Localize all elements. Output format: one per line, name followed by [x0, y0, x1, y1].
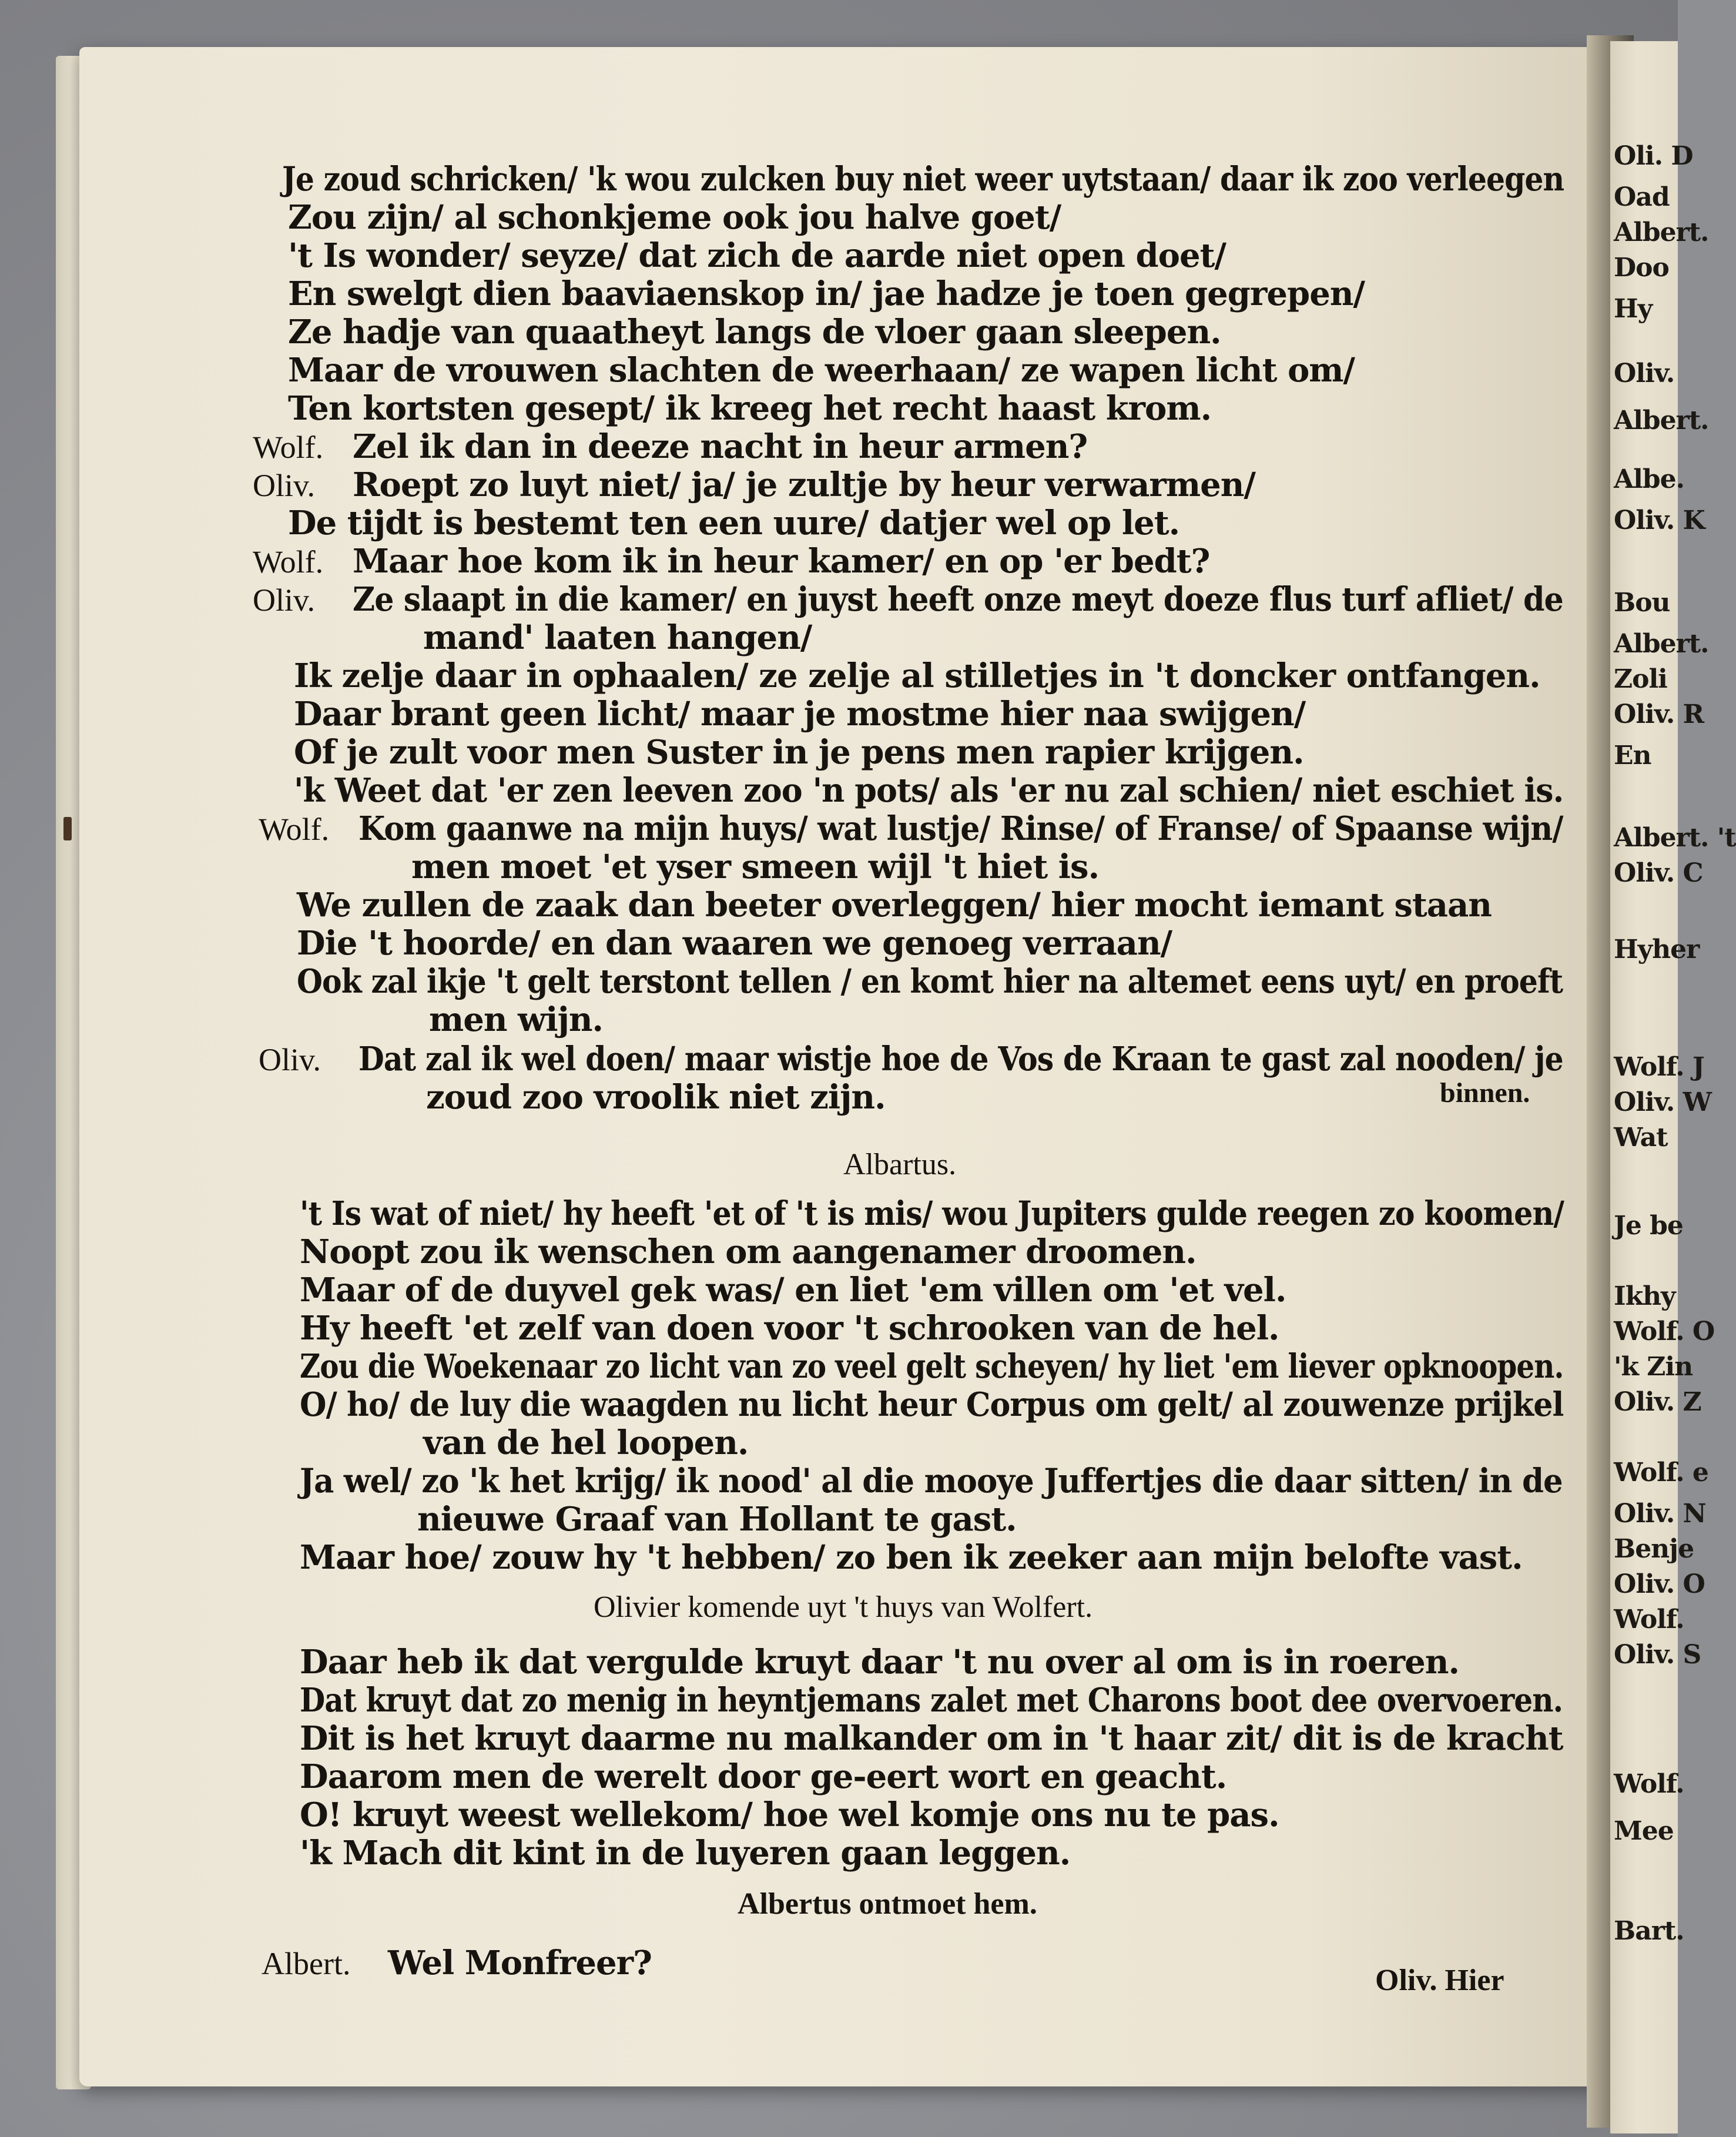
- verse-line: Ook zal ikje 't gelt terstont tellen / en komt hier na altemet eens uyt/ en proeft: [297, 962, 1563, 1001]
- speaker-label: Oliv.: [253, 468, 315, 503]
- scene-heading: Olivier komende uyt 't huys van Wolfert.: [594, 1590, 1093, 1624]
- recto-fragment: 'k Zin: [1614, 1352, 1693, 1382]
- recto-fragment: Oliv. C: [1614, 858, 1703, 888]
- verse-line: Maar de vrouwen slachten de weerhaan/ ze wapen licht om/: [288, 351, 1355, 390]
- verse-line: Ten kortsten gesept/ ik kreeg het recht haast krom.: [288, 389, 1212, 428]
- verse-line: Ze slaapt in die kamer/ en juyst heeft onze meyt dоeze flus turf afliet/ de: [353, 580, 1563, 619]
- recto-fragment: Oad: [1614, 182, 1670, 212]
- verse-line: Maar hoe/ zouw hy 't hebben/ zo ben ik zeeker aan mijn belofte vast.: [300, 1538, 1523, 1577]
- recto-fragment: Albert.: [1614, 217, 1709, 247]
- recto-fragment: Ikhy: [1614, 1281, 1675, 1311]
- recto-fragment: Wolf.: [1614, 1769, 1684, 1799]
- verse-line: Je zoud schricken/ 'k wou zulcken buy niet weer uytstaan/ daar ik zoo verleegen: [282, 160, 1564, 199]
- verse-line: Dat kruyt dat zo menig in heyntjemans zalet met Charons boot dee overvoeren.: [300, 1681, 1563, 1720]
- verse-line: Zel ik dan in deeze nacht in heur armen?: [353, 427, 1088, 466]
- verse-line: Zou die Woekenaar zo licht van zo veel gelt scheyen/ hy liet 'em liever opknoopen.: [300, 1347, 1564, 1386]
- recto-fragment: Hyher: [1614, 934, 1700, 964]
- verse-line: Kom gaanwe na mijn huys/ wat lustje/ Rinse/ of Franse/ of Spaanse wijn/: [358, 809, 1563, 848]
- verse-line: van de hel loopen.: [423, 1423, 749, 1462]
- verse-line: Maar hoe kom ik in heur kamer/ en op 'er bedt?: [353, 542, 1210, 581]
- verse-line: Hy heeft 'et zelf van doen voor 't schrooken van de hel.: [300, 1309, 1279, 1348]
- speaker-label: Wolf.: [253, 430, 324, 465]
- recto-fragment: Oli. D: [1614, 141, 1693, 171]
- verse-line: zoud zoo vroolik niet zijn.: [426, 1078, 886, 1117]
- verse-line: Of je zult voor men Suster in je pens men rapier krijgen.: [294, 733, 1304, 772]
- recto-fragment: Albert. 't: [1614, 823, 1736, 853]
- verse-line: Ze hadje van quaatheyt langs de vloer gaan sleepen.: [288, 313, 1221, 351]
- verse-line: We zullen de zaak dan beeter overleggen/ hier mocht iemant staan: [297, 886, 1492, 925]
- verse-line: Daar brant geen licht/ maar je mostme hier naa swijgen/: [294, 695, 1306, 733]
- recto-fragment: Albe.: [1614, 464, 1684, 494]
- recto-fragment: En: [1614, 741, 1651, 771]
- recto-fragment: Wolf. J: [1614, 1052, 1704, 1082]
- book-page-recto: [1610, 41, 1736, 2133]
- recto-fragment: Benje: [1614, 1534, 1694, 1564]
- recto-fragment: Albert.: [1614, 406, 1709, 436]
- recto-fragment: Je be: [1614, 1211, 1683, 1241]
- binding-mark: [63, 817, 72, 840]
- recto-fragment: Bart.: [1614, 1916, 1684, 1946]
- verse-line: Wel Monfreer?: [388, 1944, 652, 1982]
- recto-fragment: Wolf. O: [1614, 1317, 1715, 1346]
- recto-fragment: Oliv. W: [1614, 1087, 1711, 1117]
- recto-fragment: Oliv. O: [1614, 1569, 1705, 1599]
- verse-line: 't Is wonder/ seyze/ dat zich de aarde niet open doet/: [288, 236, 1226, 275]
- verse-line: 'k Mach dit kint in de luyeren gaan leggen.: [300, 1834, 1071, 1873]
- scene-heading: Albertus ontmoet hem.: [738, 1887, 1037, 1921]
- verse-line: Dit is het kruyt daarme nu malkander om in 't haar zit/ dit is de kracht: [300, 1719, 1563, 1758]
- speaker-label: Wolf.: [253, 544, 324, 580]
- recto-fragment: Zoli: [1614, 664, 1667, 694]
- verse-line: nieuwe Graaf van Hollant te gast.: [417, 1500, 1017, 1539]
- verse-line: Noopt zou ik wenschen om aangenamer droomen.: [300, 1232, 1197, 1271]
- verse-line: men moet 'et yser smeen wijl 't hiet is.: [411, 848, 1100, 886]
- recto-fragment: Oliv. N: [1614, 1499, 1706, 1529]
- speaker-label: Oliv.: [253, 582, 315, 618]
- recto-fragment: Wolf.: [1614, 1605, 1684, 1634]
- stage-direction: binnen.: [1440, 1077, 1530, 1108]
- verse-line: Ik zelje daar in ophaalen/ ze zelje al stilletjes in 't doncker ontfangen.: [294, 656, 1540, 695]
- verse-line: mand' laaten hangen/: [423, 618, 812, 657]
- verse-line: Roept zo luyt niet/ ja/ je zultje by heur verwarmen/: [353, 465, 1255, 504]
- recto-fragment: Oliv.: [1614, 359, 1675, 388]
- recto-fragment: Wolf. e: [1614, 1458, 1708, 1488]
- verse-line: O/ ho/ de luy die waagden nu licht heur Corpus om gelt/ al zouwenze prijkel: [300, 1385, 1564, 1424]
- verse-line: De tijdt is bestemt ten een uure/ datjer wel op let.: [288, 504, 1180, 542]
- verse-line: O! kruyt weest wellekom/ hoe wel komje ons nu te pas.: [300, 1796, 1279, 1834]
- recto-fragment: Wat: [1614, 1123, 1668, 1153]
- verse-line: 't Is wat of niet/ hy heeft 'et of 't is mis/ wou Jupiters gulde reegen zo koomen/: [300, 1194, 1564, 1233]
- verse-line: Die 't hoorde/ en dan waaren we genoeg verraan/: [297, 924, 1172, 963]
- recto-fragment: Oliv. K: [1614, 505, 1705, 535]
- catchword: Oliv. Hier: [1375, 1964, 1504, 1997]
- recto-fragment: Oliv. Z: [1614, 1387, 1701, 1417]
- scene-heading: Albartus.: [843, 1148, 957, 1181]
- recto-fragment: Hy: [1614, 294, 1653, 324]
- speaker-label: Wolf.: [259, 812, 330, 847]
- verse-line: Daarom men de werelt door ge-eert wort en geacht.: [300, 1757, 1227, 1796]
- recto-fragment: Mee: [1614, 1816, 1674, 1846]
- verse-line: En swelgt dien baaviaenskop in/ jae hadze je toen gegrepen/: [288, 274, 1365, 313]
- recto-fragment: Oliv. S: [1614, 1640, 1701, 1670]
- recto-fragment: Albert.: [1614, 629, 1709, 659]
- verse-line: 'k Weet dat 'er zen leeven zoo 'n pots/ als 'er nu zal schien/ niet eschiet is.: [294, 771, 1564, 810]
- verse-line: Maar of de duyvel gek was/ en liet 'em villen om 'et vel.: [300, 1271, 1286, 1309]
- verse-line: Daar heb ik dat vergulde kruyt daar 't nu over al om is in roeren.: [300, 1643, 1459, 1682]
- recto-fragment: Oliv. R: [1614, 699, 1704, 729]
- speaker-label: Oliv.: [259, 1042, 321, 1077]
- verse-line: Zou zijn/ al schonkjeme ook jou halve goet/: [288, 198, 1061, 237]
- speaker-label: Albert.: [262, 1946, 351, 1981]
- verse-line: Dat zal ik wel doen/ maar wistje hoe de Vos de Kraan te gast zal nooden/ je: [358, 1040, 1563, 1078]
- verse-line: Ja wel/ zo 'k het krijg/ ik nood' al die mooye Juffertjes die daar sitten/ in de: [300, 1462, 1563, 1500]
- recto-fragment: Doo: [1614, 253, 1669, 283]
- verse-line: men wijn.: [429, 1000, 604, 1039]
- recto-fragment: Bou: [1614, 588, 1670, 618]
